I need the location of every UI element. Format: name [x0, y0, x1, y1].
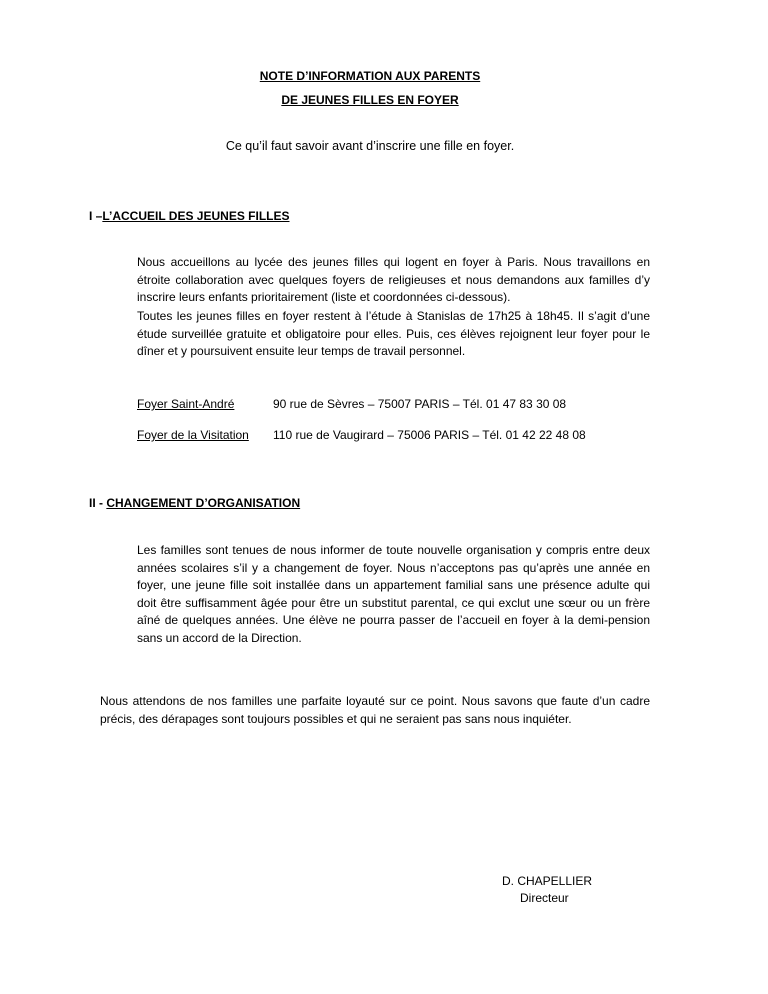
section-1-paragraph-1: Nous accueillons au lycée des jeunes filles qui logent en foyer à Paris. Nous travaillons en étroite collaboration avec quelques foyers de religieuses et nous demandons aux familles d’y inscrire leurs enfants prioritairement (liste et coordonnées ci-dessous). [137, 255, 650, 304]
section-1-prefix: I – [89, 209, 103, 223]
contact-row [137, 396, 566, 412]
closing-paragraph: Nous attendons de nos familles une parfaite loyauté sur ce point. Nous savons que faute d’un cadre précis, des dérapages sont toujours possibles et qui ne seraient pas sans nous inquiéter. [100, 694, 650, 726]
section-2-title: CHANGEMENT D’ORGANISATION [106, 496, 301, 510]
document-title-line1: NOTE D’INFORMATION AUX PARENTS [259, 69, 481, 83]
signature-name: D. CHAPELLIER [502, 874, 593, 888]
section-1-title: L’ACCUEIL DES JEUNES FILLES [102, 209, 290, 223]
signature-role: Directeur [520, 891, 569, 905]
section-2-paragraph-1: Les familles sont tenues de nous informer de toute nouvelle organisation y compris entre deux années scolaires s’il y a changement de foyer. Nous n’acceptons pas qu’après une année en foyer, une jeune fille soit installée dans un appartement familial sans une présence adulte qui doit être suffisamment âgée pour être un substitut parental, ce qui exclut une sœur ou un frère aîné de quelques années. Une élève ne pourra passer de l’accueil en foyer à la demi-pension sans un accord de la Direction. [137, 543, 650, 645]
document-title-line2: DE JEUNES FILLES EN FOYER [281, 93, 459, 107]
contact-row [137, 427, 586, 443]
contact-name: Foyer de la Visitation [137, 428, 249, 442]
contact-details: 110 rue de Vaugirard – 75006 PARIS – Tél. 01 42 22 48 08 [273, 428, 586, 442]
section-2-heading [89, 495, 300, 511]
section-1-paragraph-2: Toutes les jeunes filles en foyer restent à l’étude à Stanislas de 17h25 à 18h45. Il s’agit d’une étude surveillée gratuite et obligatoire pour elles. Puis, ces élèves rejoignent leur foyer pour le dîner et y poursuivent ensuite leur temps de travail personnel. [137, 309, 650, 358]
section-1-heading [89, 208, 290, 224]
section-2-prefix: II - [89, 496, 107, 510]
contact-details: 90 rue de Sèvres – 75007 PARIS – Tél. 01 47 83 30 08 [273, 397, 567, 411]
contact-name: Foyer Saint-André [137, 397, 235, 411]
document-subtitle: Ce qu’il faut savoir avant d’inscrire une fille en foyer. [225, 139, 515, 153]
